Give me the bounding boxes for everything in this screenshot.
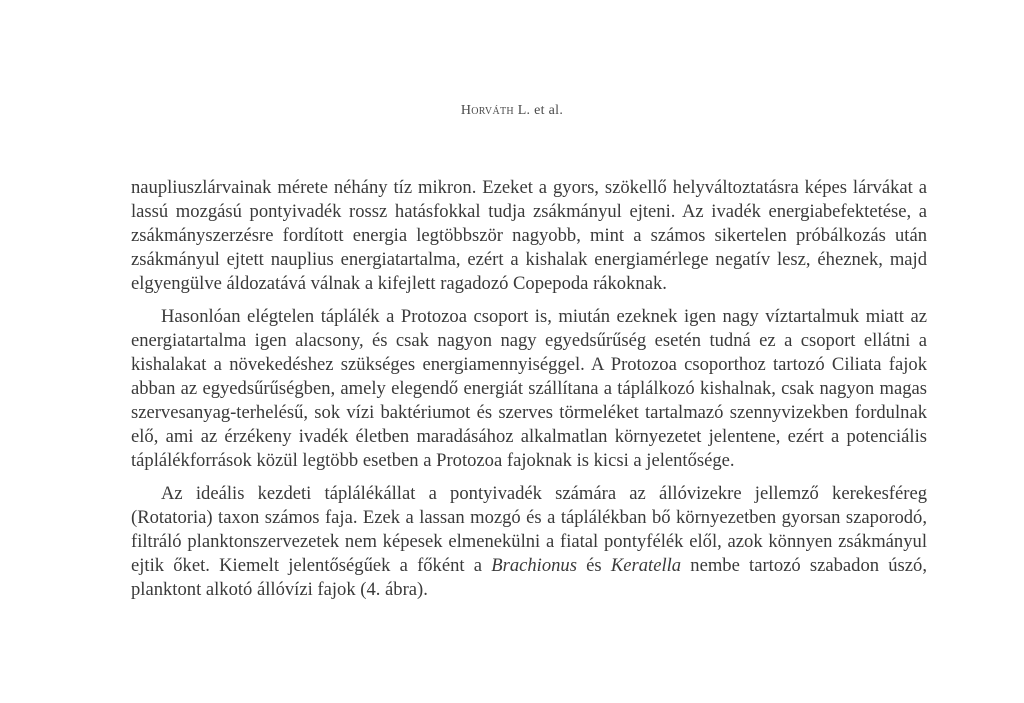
running-header [0,103,1024,119]
genus-brachionus: Brachionus [491,555,577,576]
paragraph-3-text-before: Az ideális kezdeti táplálékállat a pontyivadék számára az állóvizekre jellemző kerekesféreg (Rotatoria) taxon számos faja. Ezek a lassan mozgó és a táplálékban bő környezetben gyorsan szaporodó, filtráló planktonszervezetek nem képesek elmenekülni a fiatal pontyfélék elől, azok könnyen zsákmányul ejtik őket. Kiemelt jelentőségűek a főként a [131,483,927,576]
genus-keratella: Keratella [610,555,682,576]
body-text [131,176,927,611]
paragraph-3-text-after: nembe tartozó szabadon úszó, planktont alkotó állóvízi fajok (4. ábra). [131,555,927,600]
paragraph-1: naupliuszlárvainak mérete néhány tíz mikron. Ezeket a gyors, szökellő helyváltoztatásra képes lárvákat a lassú mozgású pontyivadék rossz hatásfokkal tudja zsákmányul ejteni. Az ivadék energiabefektetése, a zsákmányszerzésre fordított energia legtöbbször nagyobb, mint a számos sikertelen próbálkozás után zsákmányul ejtett nauplius energiatartalma, ezért a kishalak energiamérlege negatív lesz, éheznek, majd elgyengülve áldozatává válnak a kifejlett ragadozó Copepoda rákoknak. [131,177,927,294]
paragraph-3-text-mid: és [576,555,611,576]
header-rest: L. et al. [513,103,564,118]
paragraph-2: Hasonlóan elégtelen táplálék a Protozoa csoport is, miután ezeknek igen nagy víztartalmuk miatt az energiatartalma igen alacsony, és csak nagyon nagy egyedsűrűség esetén tudná ez a csoport ellátni a kishalakat a növekedéshez szükséges energiamennyiséggel. A Protozoa csoporthoz tartozó Ciliata fajok abban az egyedsűrűségben, amely elegendő energiát szállítana a táplálkozó kishalnak, csak nagyon magas szervesanyag-terhelésű, sok vízi baktériumot és szerves törmeléket tartalmazó szennyvizekben fordulnak elő, ami az érzékeny ivadék életben maradásához alkalmatlan környezetet jelentene, ezért a potenciális táplálékforrások közül legtöbb esetben a Protozoa fajoknak is kicsi a jelentősége. [131,306,927,471]
header-author: Horváth [460,103,514,118]
paragraph-3 [131,482,927,602]
